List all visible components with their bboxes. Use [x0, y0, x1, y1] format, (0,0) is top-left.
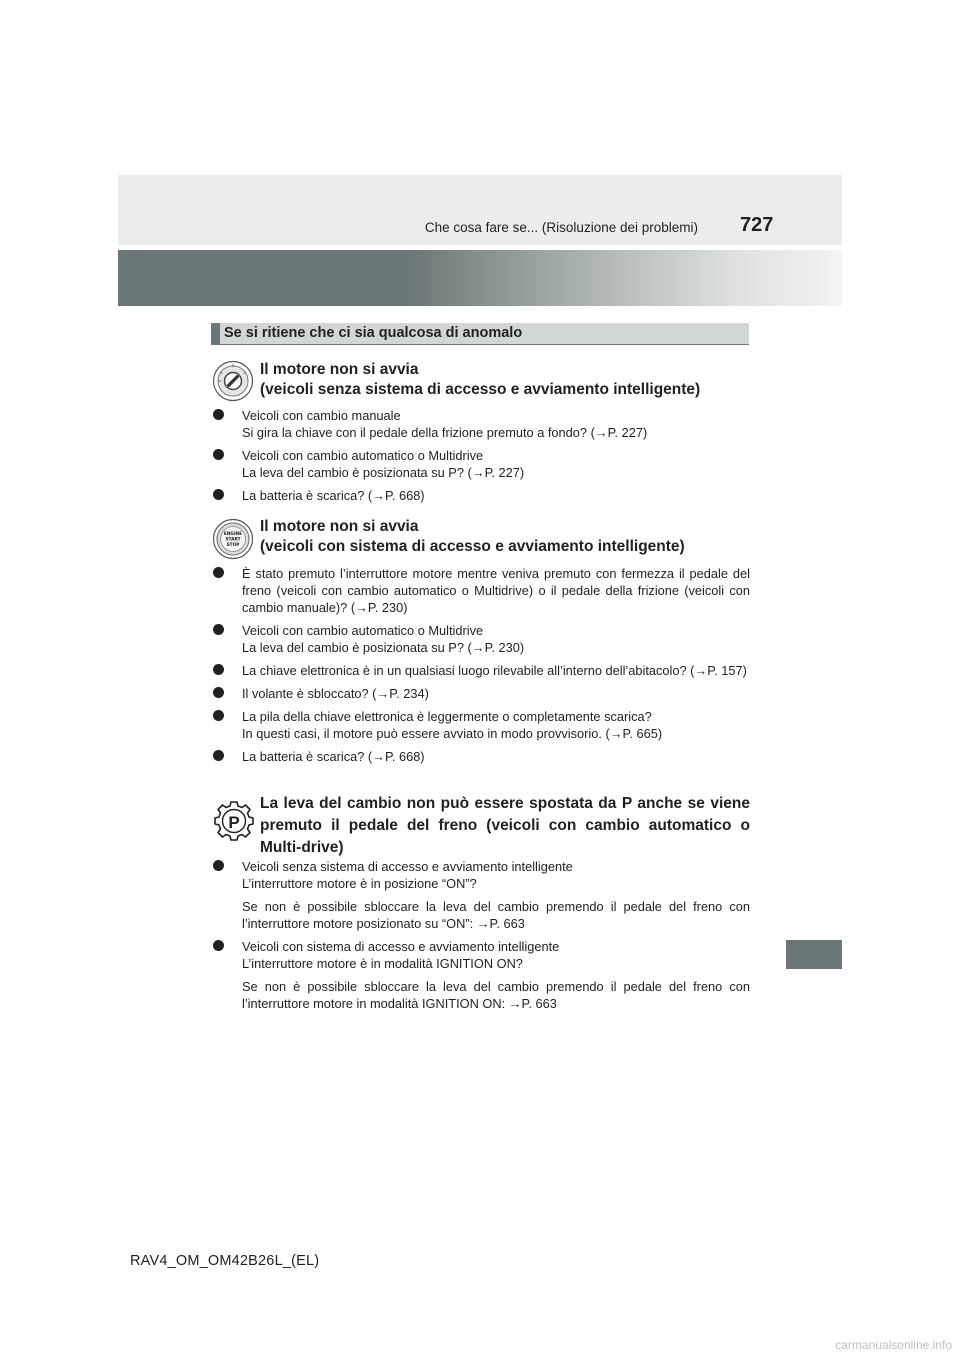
block1-heading-line1: Il motore non si avvia [260, 361, 419, 378]
icon-text: P [228, 813, 240, 832]
block2-heading-line1: Il motore non si avvia [260, 518, 419, 535]
chapter-side-tab [786, 940, 842, 969]
list-item: La batteria è scarica? (→P. 668) [210, 487, 750, 504]
list-item: La pila della chiave elettronica è leggermente o completamente scarica? In questi casi, il motore può essere avviato in modo provvisorio. (→P. 665) [210, 708, 750, 742]
block2-list [210, 565, 750, 765]
block2-heading-line2: (veicoli con sistema di accesso e avviamento intelligente) [260, 538, 685, 555]
block2-heading [260, 517, 750, 557]
chapter-title: Che cosa fare se... (Risoluzione dei problemi) [424, 220, 698, 235]
list-item: Veicoli con cambio automatico o Multidrive La leva del cambio è posizionata su P? (→P. 227) [210, 447, 750, 481]
list-item: Veicoli senza sistema di accesso e avviamento intelligente L’interruttore motore è in posizione “ON”? Se non è possibile sbloccare la leva del cambio premendo il pedale del freno con l’interruttore motore posizionato su “ON”: →P. 663 [210, 858, 750, 932]
icon-text: START [225, 537, 241, 543]
section-header [211, 323, 749, 345]
icon-text: ENGINE [223, 532, 243, 537]
block3-list [210, 858, 750, 1012]
chapter-banner [118, 250, 842, 306]
document-code: RAV4_OM_OM42B26L_(EL) [130, 1253, 320, 1269]
list-item: Veicoli con cambio manuale Si gira la chiave con il pedale della frizione premuto a fondo? (→P. 227) [210, 407, 750, 441]
ignition-key-icon [212, 360, 254, 402]
block1-heading-line2: (veicoli senza sistema di accesso e avviamento intelligente) [260, 381, 701, 398]
list-item: La batteria è scarica? (→P. 668) [210, 748, 750, 765]
section-title: Se si ritiene che ci sia qualcosa di anomalo [224, 325, 523, 341]
icon-text: STOP [226, 543, 240, 548]
list-item: La chiave elettronica è in un qualsiasi luogo rilevabile all’interno dell’abitacolo? (→P. 157) [210, 662, 750, 679]
block1-heading [260, 360, 750, 400]
block1-list [210, 407, 750, 504]
list-item: Veicoli con cambio automatico o Multidrive La leva del cambio è posizionata su P? (→P. 230) [210, 622, 750, 656]
engine-start-stop-button-icon [212, 518, 254, 560]
block3-heading: La leva del cambio non può essere spostata da P anche se viene premuto il pedale del freno (veicoli con cambio automatico o Multi-drive) [260, 795, 750, 856]
list-item: Il volante è sbloccato? (→P. 234) [210, 685, 750, 702]
watermark: carmanualsonline.info [835, 1338, 952, 1352]
list-item: È stato premuto l’interruttore motore mentre veniva premuto con fermezza il pedale del freno (veicoli con cambio automatico o Multidrive) o il pedale della frizione (veicoli con cambio manuale)? (→P. 230) [210, 565, 750, 616]
park-gear-icon [212, 800, 256, 844]
list-item: Veicoli con sistema di accesso e avviamento intelligente L’interruttore motore è in modalità IGNITION ON? Se non è possibile sbloccare la leva del cambio premendo il pedale del freno con l’interruttore motore in modalità IGNITION ON: →P. 663 [210, 938, 750, 1012]
page-number: 727 [740, 214, 774, 236]
